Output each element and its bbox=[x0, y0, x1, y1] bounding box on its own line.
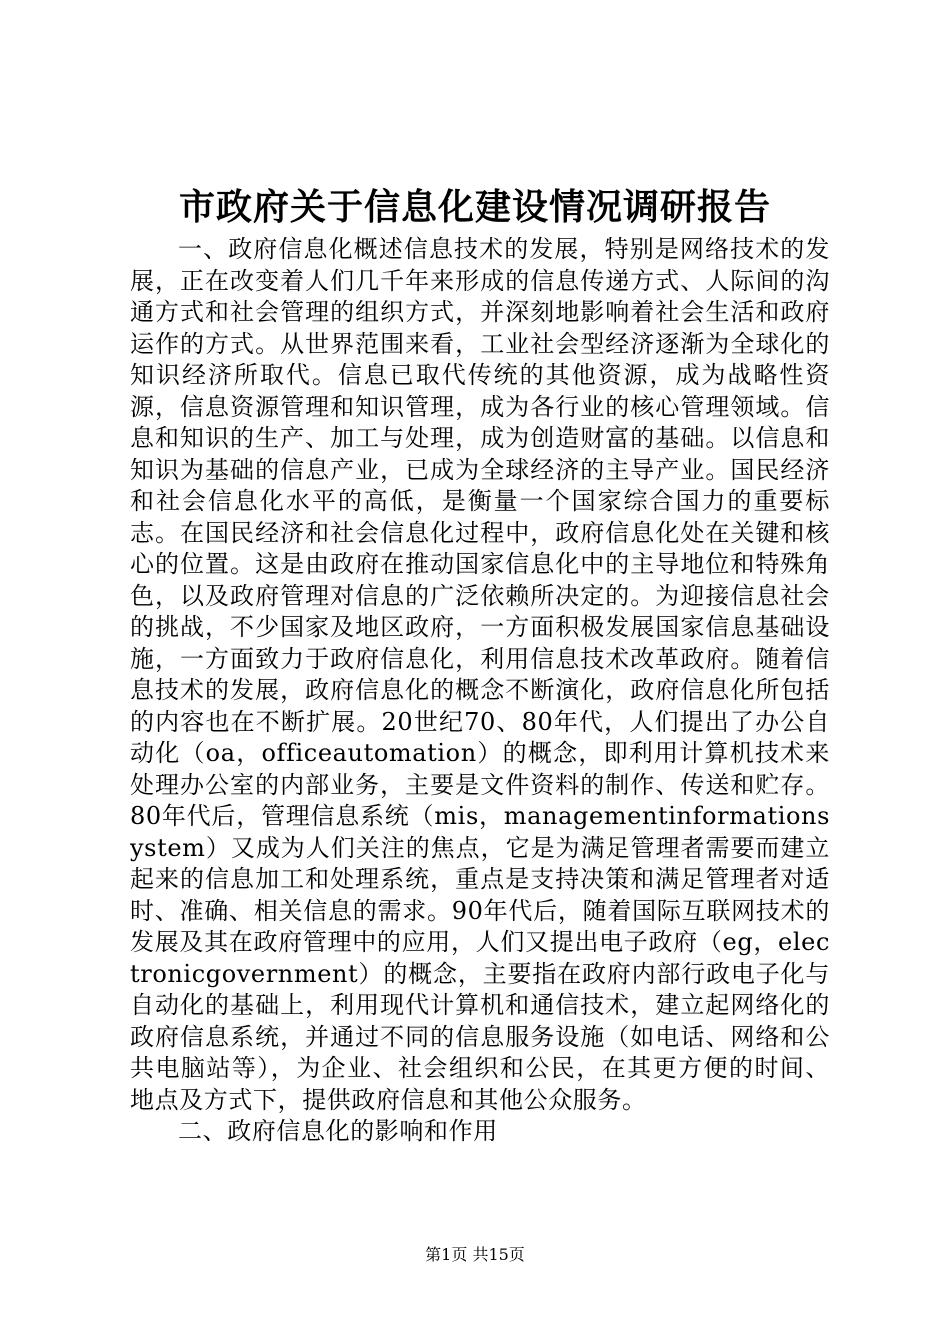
page-footer: 第1页 共15页 bbox=[425, 1245, 525, 1264]
document-body bbox=[130, 234, 830, 1148]
section-heading: 二、政府信息化的影响和作用 bbox=[178, 1117, 498, 1145]
document-title: 市政府关于信息化建设情况调研报告 bbox=[178, 186, 771, 228]
paragraph-1: 一、政府信息化概述信息技术的发展，特别是网络技术的发展，正在改变着人们几千年来形成的信息传递方式、人际间的沟通方式和社会管理的组织方式，并深刻地影响着社会生活和政府运作的方式。从世界范围来看，工业社会型经济逐渐为全球化的知识经济所取代。信息已取代传统的其他资源，成为战略性资源，信息资源管理和知识管理，成为各行业的核心管理领域。信息和知识的生产、加工与处理，成为创造财富的基础。以信息和知识为基础的信息产业，已成为全球经济的主导产业。国民经济和社会信息化水平的高低，是衡量一个国家综合国力的重要标志。在国民经济和社会信息化过程中，政府信息化处在关键和核心的位置。这是由政府在推动国家信息化中的主导地位和特殊角色，以及政府管理对信息的广泛依赖所决定的。为迎接信息社会的挑战，不少国家及地区政府，一方面积极发展国家信息基础设施，一方面致力于政府信息化，利用信息技术改革政府。随着信息技术的发展，政府信息化的概念不断演化，政府信息化所包括的内容也在不断扩展。20世纪70、80年代，人们提出了办公自动化（oa，officeautomation）的概念，即利用计算机技术来处理办公室的内部业务，主要是文件资料的制作、传送和贮存。80年代后，管理信息系统（mis，managementinformationsystem）又成为人们关注的焦点，它是为满足管理者需要而建立起来的信息加工和处理系统，重点是支持决策和满足管理者对适时、准确、相关信息的需求。90年代后，随着国际互联网技术的发展及其在政府管理中的应用，人们又提出电子政府（eg，electronicgovernment）的概念，主要指在政府内部行政电子化与自动化的基础上，利用现代计算机和通信技术，建立起网络化的政府信息系统，并通过不同的信息服务设施（如电话、网络和公共电脑站等），为企业、社会组织和公民，在其更方便的时间、地点及方式下，提供政府信息和其他公众服务。 bbox=[130, 235, 830, 1114]
